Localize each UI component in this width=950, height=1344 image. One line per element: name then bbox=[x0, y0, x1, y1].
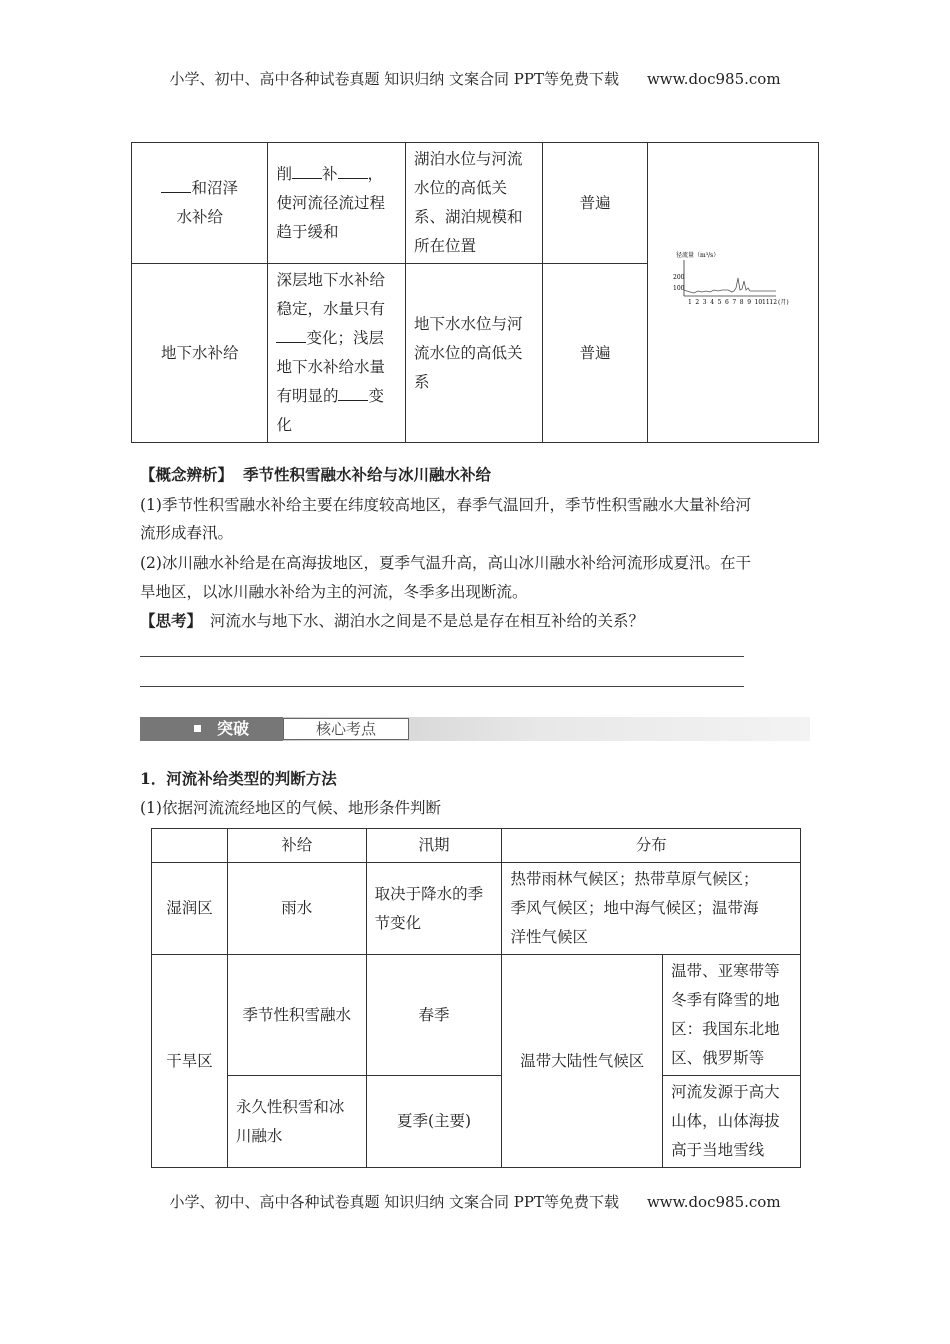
section-banner bbox=[140, 717, 810, 741]
header-text: 小学、初中、高中各种试卷真题 知识归纳 文案合同 PPT等免费下载 bbox=[169, 70, 619, 88]
answer-line bbox=[140, 686, 744, 687]
cell: 深层地下水补给 稳定，水量只有 变化；浅层 地下水补给水量 有明显的 变 化 bbox=[268, 264, 405, 443]
chart-ylabel: 径流量（m³/s） bbox=[675, 251, 720, 259]
supply-table-2 bbox=[151, 828, 801, 1168]
cell: 削 补 ， 使河流径流过程 趋于缓和 bbox=[268, 143, 405, 264]
paragraph: (1)季节性积雪融水补给主要在纬度较高地区，春季气温回升，季节性积雪融水大量补给河 bbox=[140, 496, 751, 514]
runoff-chart-cell bbox=[647, 143, 818, 443]
chart-xtick: 5 bbox=[717, 298, 722, 306]
chart-xtick: 1 bbox=[687, 298, 692, 306]
chart-xtick: 3 bbox=[702, 298, 707, 306]
chart-xtick: 6 bbox=[724, 298, 729, 306]
chart-xunit: (月) bbox=[777, 298, 789, 306]
supply-table-1 bbox=[131, 142, 819, 443]
think-question: 【思考】 河流水与地下水、湖泊水之间是不是总是存在相互补给的关系？ bbox=[140, 611, 645, 630]
chart-xtick: 12 bbox=[769, 298, 778, 306]
answer-line bbox=[140, 656, 744, 657]
chart-ytick: 100 bbox=[672, 284, 685, 292]
table-header-row: 补给 汛期 分布 bbox=[152, 829, 801, 863]
table-row: 永久性积雪和冰 川融水 夏季(主要) 河流发源于高大 山体，山体海拔 高于当地雪线 bbox=[152, 1076, 801, 1168]
chart-line bbox=[684, 278, 776, 293]
chart-xtick: 4 bbox=[710, 298, 714, 306]
cell: 湖泊水位与河流 水位的高低关 系、湖泊规模和 所在位置 bbox=[405, 143, 542, 264]
chart-xtick: 9 bbox=[747, 298, 751, 306]
page-footer bbox=[0, 1191, 950, 1212]
table-row bbox=[132, 143, 819, 264]
banner-right: 核心考点 bbox=[283, 718, 409, 740]
section-subtitle: (1)依据河流流经地区的气候、地形条件判断 bbox=[140, 799, 441, 817]
banner-left: 突破 bbox=[217, 719, 250, 738]
paragraph: 流形成春汛。 bbox=[140, 524, 234, 542]
footer-text: 小学、初中、高中各种试卷真题 知识归纳 文案合同 PPT等免费下载 bbox=[169, 1193, 619, 1211]
chart-xtick: 2 bbox=[695, 298, 700, 306]
paragraph: 旱地区，以冰川融水补给为主的河流，冬季多出现断流。 bbox=[140, 583, 528, 601]
square-bullet-icon bbox=[194, 725, 201, 732]
chart-xtick: 7 bbox=[732, 298, 737, 306]
concept-heading: 【概念辨析】 季节性积雪融水补给与冰川融水补给 bbox=[140, 465, 492, 484]
cell: 地下水补给 bbox=[132, 264, 268, 443]
chart-ytick: 200 bbox=[672, 273, 685, 281]
cell: 普遍 bbox=[543, 264, 648, 443]
footer-url[interactable]: www.doc985.com bbox=[646, 1193, 781, 1211]
cell: 和沼泽 水补给 bbox=[132, 143, 268, 264]
chart-xtick: 8 bbox=[739, 298, 744, 306]
table-row: 干旱区 季节性积雪融水 春季 温带大陆性气候区 温带、亚寒带等 冬季有降雪的地 区：我国东北地 区、俄罗斯等 bbox=[152, 955, 801, 1076]
chart-xtick: 11 bbox=[761, 298, 770, 306]
chart-xtick: 10 bbox=[754, 298, 763, 306]
table-row: 湿润区 雨水 取决于降水的季 节变化 热带雨林气候区；热带草原气候区； 季风气候区；地中海气候区；温带海 洋性气候区 bbox=[152, 863, 801, 955]
header-url[interactable]: www.doc985.com bbox=[646, 70, 781, 88]
paragraph: (2)冰川融水补给是在高海拔地区，夏季气温升高，高山冰川融水补给河流形成夏汛。在干 bbox=[140, 554, 751, 572]
page-header bbox=[0, 68, 950, 89]
cell: 普遍 bbox=[543, 143, 648, 264]
section-title: 1．河流补给类型的判断方法 bbox=[140, 769, 337, 788]
cell: 地下水水位与河 流水位的高低关 系 bbox=[405, 264, 542, 443]
runoff-chart bbox=[648, 248, 818, 328]
